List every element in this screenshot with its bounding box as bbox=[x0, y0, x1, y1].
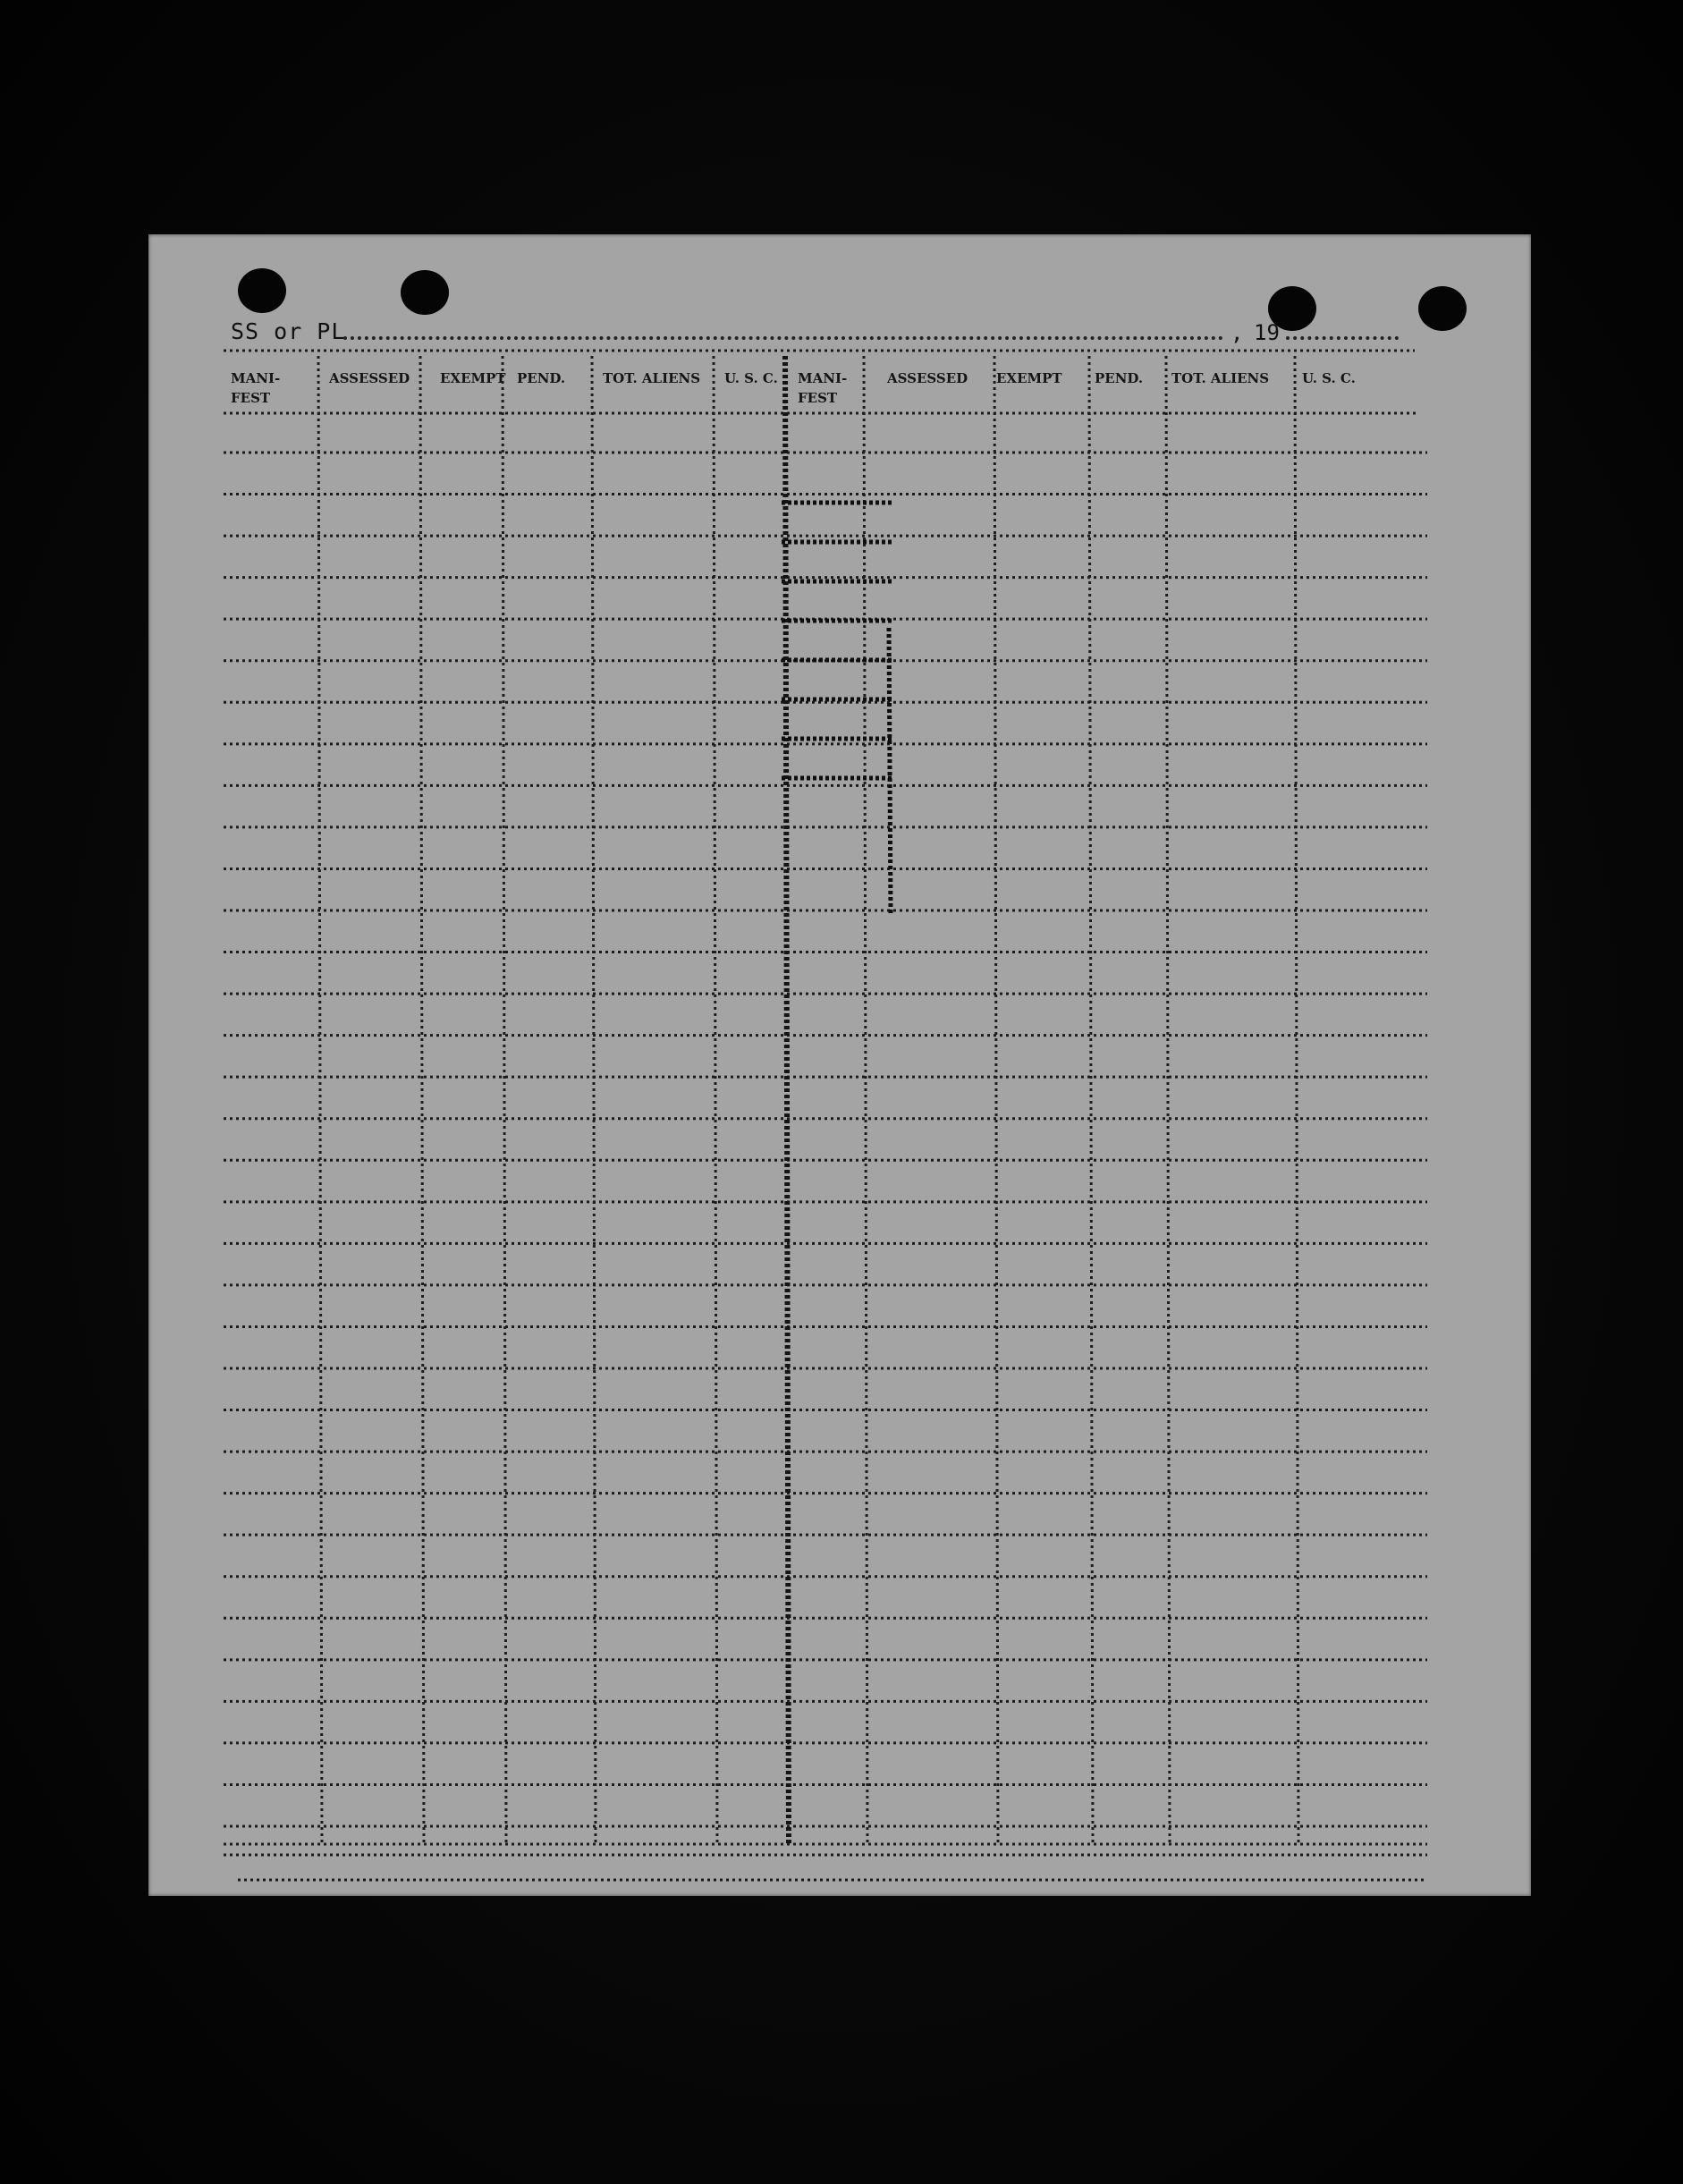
column-header-3: EXEMPT bbox=[440, 370, 506, 386]
column-header-2: ASSESSED bbox=[329, 370, 410, 386]
column-rule-11 bbox=[1295, 356, 1298, 1844]
column-header-9: EXEMPT bbox=[996, 370, 1062, 386]
ruled-grid bbox=[148, 234, 1531, 1896]
year-prefix: 19 bbox=[1254, 320, 1280, 345]
vessel-label: SS or PL bbox=[231, 318, 346, 344]
column-header-11: TOT. ALIENS bbox=[1171, 370, 1270, 386]
column-header-10: PEND. bbox=[1095, 370, 1144, 386]
date-comma: , bbox=[1231, 320, 1244, 345]
column-rule-8 bbox=[994, 356, 998, 1844]
column-rule-9 bbox=[1089, 356, 1093, 1844]
smudge-column bbox=[889, 628, 891, 914]
column-rule-10 bbox=[1166, 356, 1170, 1844]
column-rule-2 bbox=[420, 356, 424, 1844]
column-header-12: U. S. C. bbox=[1302, 370, 1356, 386]
manifest-tally-sheet bbox=[148, 234, 1531, 1896]
column-header-1: MANI- FEST bbox=[231, 370, 281, 406]
column-header-7: MANI- FEST bbox=[798, 370, 848, 406]
column-header-8: ASSESSED bbox=[887, 370, 968, 386]
column-header-4: PEND. bbox=[517, 370, 566, 386]
column-rule-4 bbox=[592, 356, 596, 1844]
column-rule-3 bbox=[503, 356, 506, 1844]
column-header-5: TOT. ALIENS bbox=[603, 370, 701, 386]
column-header-6: U. S. C. bbox=[724, 370, 778, 386]
column-rule-5 bbox=[714, 356, 717, 1844]
column-rule-1 bbox=[318, 356, 322, 1844]
